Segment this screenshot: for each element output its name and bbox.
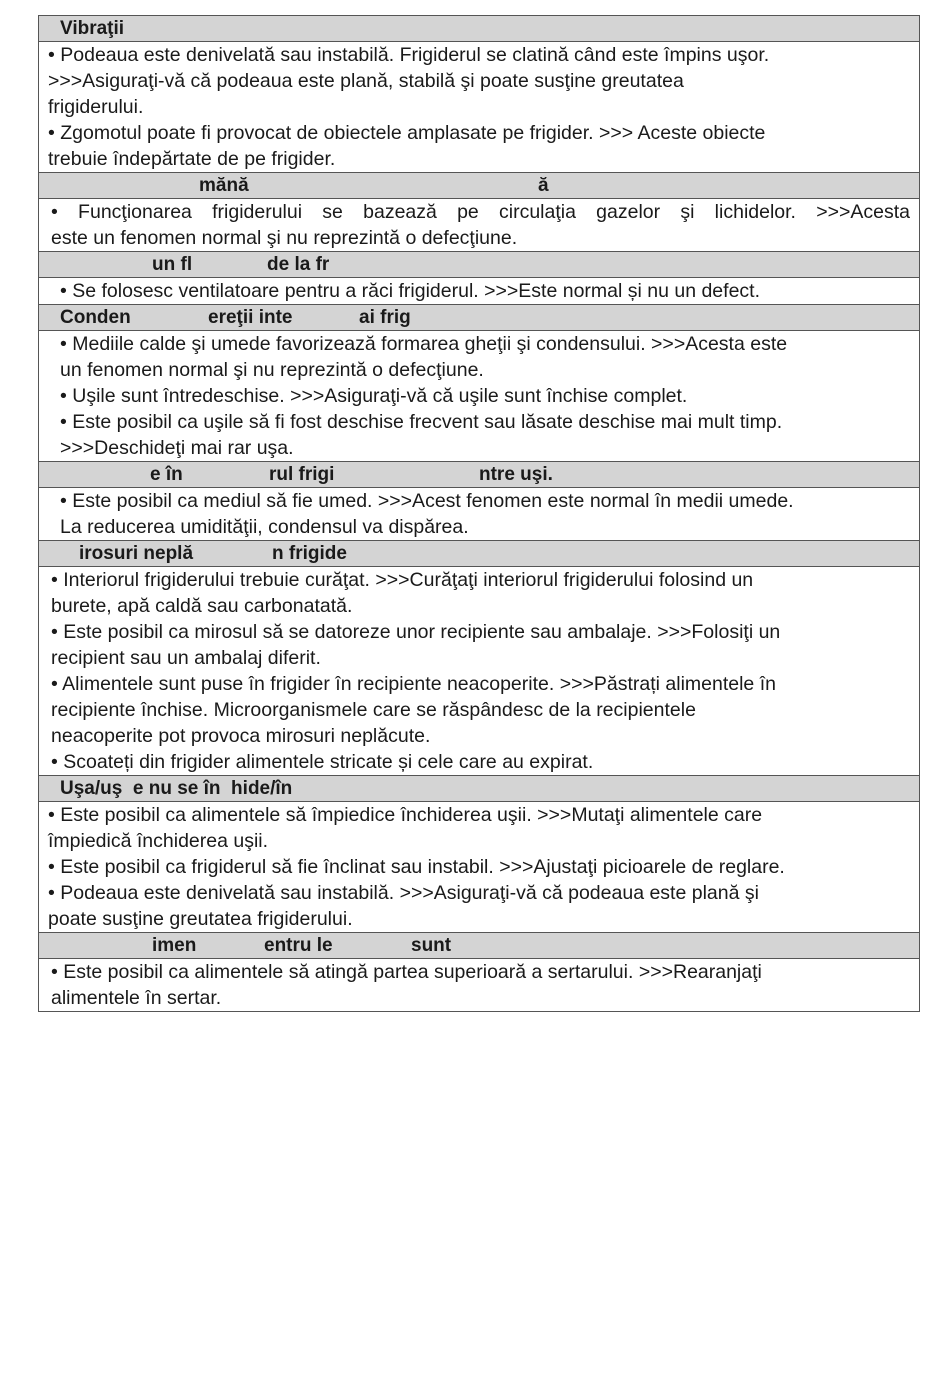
header-text: Conden: [60, 307, 131, 328]
section-body-3: [39, 278, 919, 305]
body-line: alimentele în sertar.: [51, 987, 222, 1009]
body-line: >>>Deschideţi mai rar uşa.: [60, 437, 294, 459]
body-line: • Uşile sunt întredeschise. >>>Asiguraţi-vă că uşile sunt închise complet.: [60, 385, 688, 407]
body-line: • Zgomotul poate fi provocat de obiectele amplasate pe frigider. >>> Aceste obiecte: [48, 122, 766, 144]
header-text: mănă: [199, 175, 249, 196]
body-line: • Este posibil ca alimentele să împiedice închiderea uşii. >>>Mutaţi alimentele care: [48, 804, 763, 826]
header-text: un fl: [152, 254, 193, 275]
body-line: • Se folosesc ventilatoare pentru a răci frigiderul. >>>Este normal și nu un defect.: [60, 280, 761, 302]
header-text: ereţii inte: [208, 307, 293, 328]
body-line: un fenomen normal şi nu reprezintă o defecţiune.: [60, 359, 484, 381]
section-header-usa: [39, 776, 919, 802]
section-header-5: [39, 462, 919, 488]
section-header-vibratii: [39, 16, 919, 42]
header-text: n frigide: [272, 543, 347, 564]
body-line: frigiderului.: [48, 96, 144, 118]
header-text: ai frig: [359, 307, 411, 328]
body-line: >>>Asiguraţi-vă că podeaua este plană, stabilă şi poate susţine greutatea: [48, 70, 684, 92]
troubleshooting-table: [38, 15, 920, 1012]
header-text: irosuri neplă: [79, 543, 194, 564]
body-line: • Este posibil ca mediul să fie umed. >>>Acest fenomen este normal în medii umede.: [60, 490, 794, 512]
body-line: • Este posibil ca uşile să fi fost deschise frecvent sau lăsate deschise mai mult timp.: [60, 411, 783, 433]
header-text: e în: [150, 464, 183, 485]
section-body-2: [39, 199, 919, 252]
body-line: • Podeaua este denivelată sau instabilă. Frigiderul se clatină când este împins uşor.: [48, 44, 770, 66]
header-text: ă: [538, 175, 549, 196]
section-body-4: [39, 331, 919, 462]
body-line: • Este posibil ca alimentele să atingă partea superioară a sertarului. >>>Rearanjaţi: [51, 961, 762, 983]
section-body-5: [39, 488, 919, 541]
body-line: • Scoateți din frigider alimentele stricate și cele care au expirat.: [51, 751, 594, 773]
section-body-6: [39, 567, 919, 776]
body-line: • Interiorul frigiderului trebuie curăţat. >>>Curăţaţi interiorul frigiderului folosind un: [51, 569, 754, 591]
section-header-2: [39, 173, 919, 199]
body-line: burete, apă caldă sau carbonatată.: [51, 595, 353, 617]
body-line: este un fenomen normal şi nu reprezintă o defecţiune.: [51, 227, 518, 249]
header-text: Uşa/uş e nu se în hide/în: [60, 778, 293, 799]
body-line: trebuie îndepărtate de pe frigider.: [48, 148, 336, 170]
section-header-3: [39, 252, 919, 278]
body-line: La reducerea umidităţii, condensul va dispărea.: [60, 516, 469, 538]
body-line: recipient sau un ambalaj diferit.: [51, 647, 321, 669]
body-line: recipiente închise. Microorganismele care se răspândesc de la recipientele: [51, 699, 696, 721]
section-body-8: [39, 959, 919, 1012]
header-text: sunt: [411, 935, 452, 956]
body-line: poate susţine greutatea frigiderului.: [48, 908, 353, 930]
header-text: imen: [152, 935, 197, 956]
header-text: entru le: [264, 935, 333, 956]
section-header-6: [39, 541, 919, 567]
header-text: Vibraţii: [60, 18, 125, 39]
header-text: rul frigi: [269, 464, 335, 485]
body-line: neacoperite pot provoca mirosuri neplăcute.: [51, 725, 431, 747]
body-line: • Alimentele sunt puse în frigider în recipiente neacoperite. >>>Păstrați alimentele în: [51, 673, 776, 695]
body-line: • Mediile calde şi umede favorizează formarea gheţii şi condensului. >>>Acesta este: [60, 333, 788, 355]
body-line: • Funcţionarea frigiderului se bazează pe circulaţia gazelor şi lichidelor. >>>Acesta: [51, 201, 910, 223]
body-line: • Este posibil ca mirosul să se datoreze unor recipiente sau ambalaje. >>>Folosiţi un: [51, 621, 781, 643]
section-body-vibratii: [39, 42, 919, 173]
body-line: • Este posibil ca frigiderul să fie înclinat sau instabil. >>>Ajustaţi picioarele de reglare.: [48, 856, 785, 878]
section-header-4: [39, 305, 919, 331]
header-text: ntre uşi.: [479, 464, 553, 485]
header-text: de la fr: [267, 254, 330, 275]
section-body-usa: [39, 802, 919, 933]
section-header-8: [39, 933, 919, 959]
body-line: împiedică închiderea uşii.: [48, 830, 269, 852]
body-line: • Podeaua este denivelată sau instabilă. >>>Asiguraţi-vă că podeaua este plană şi: [48, 882, 759, 904]
